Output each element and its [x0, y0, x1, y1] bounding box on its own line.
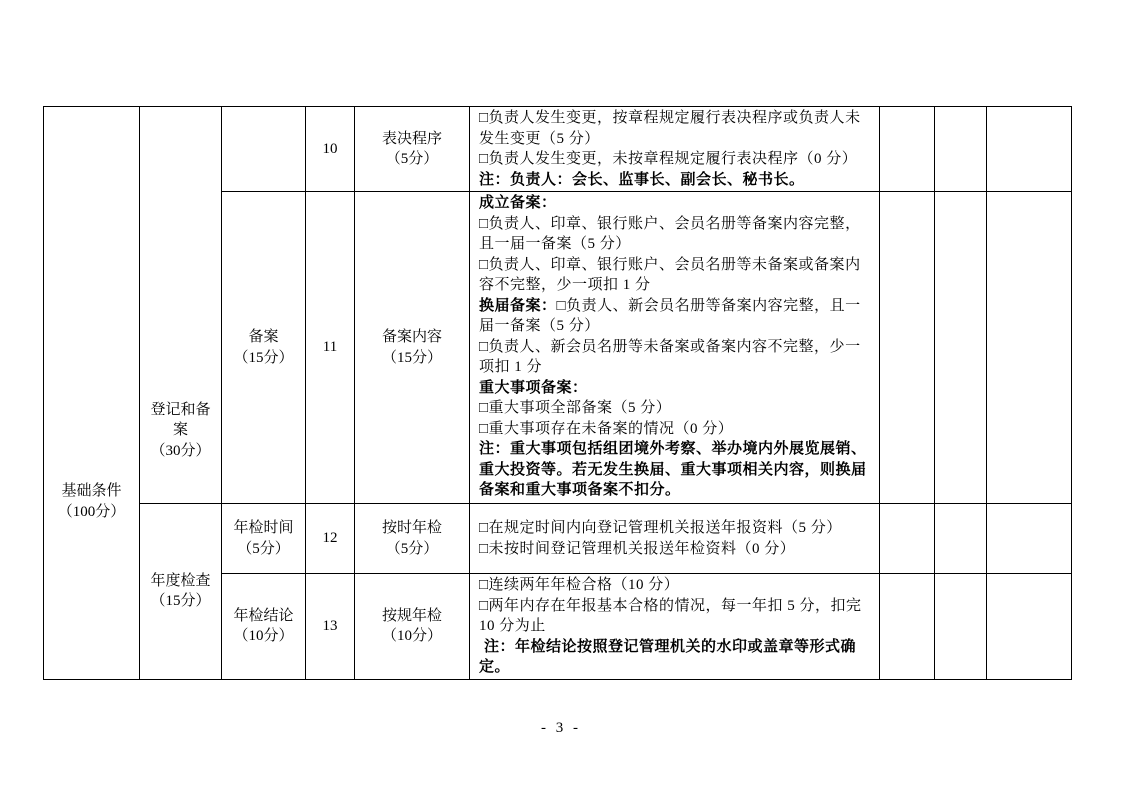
- category-cell: [44, 107, 140, 680]
- checkbox-option: □在规定时间内向登记管理机关报送年报资料（5 分）: [479, 520, 842, 536]
- group-score: （30分）: [150, 442, 211, 459]
- checkbox-option: □重大事项全部备案（5 分）: [479, 400, 672, 416]
- blank-cell: [935, 107, 987, 192]
- note-text: 注：重大事项包括组团境外考察、举办境内外展览展销、重大投资等。若无发生换届、重大事项相关内容，则换届备案和重大事项备案不扣分。: [479, 441, 867, 498]
- blank-cell: [987, 574, 1072, 680]
- checkbox-option: □负责人、新会员名册等未备案或备案内容不完整，少一项扣 1 分: [479, 338, 861, 375]
- group-name: 年度检查: [150, 572, 211, 589]
- blank-cell: [935, 574, 987, 680]
- checkbox-option-text: □负责人、新会员名册等备案内容完整，且一届一备案（5 分）: [479, 297, 861, 334]
- checkbox-option: □重大事项存在未备案的情况（0 分）: [479, 420, 734, 437]
- criterion-score: （15分）: [381, 349, 442, 366]
- row-number: 10: [306, 107, 355, 192]
- row-number: 13: [306, 574, 355, 680]
- criterion-name: 按规年检: [381, 607, 442, 624]
- content-cell: [470, 504, 880, 574]
- category-name: 基础条件: [61, 483, 122, 499]
- blank-cell: [935, 192, 987, 504]
- content-cell: [470, 574, 880, 680]
- section-heading: 重大事项备案：: [479, 379, 588, 396]
- content-cell: [470, 107, 880, 192]
- criterion-score: （5分）: [385, 151, 439, 167]
- item-cell: [222, 504, 306, 574]
- item-score: （15分）: [233, 349, 294, 366]
- table-row: [44, 107, 1072, 192]
- item-cell: [222, 574, 306, 680]
- checkbox-option: □未按时间登记管理机关报送年检资料（0 分）: [479, 540, 796, 557]
- group-score: （15分）: [150, 593, 211, 610]
- checkbox-option: □负责人发生变更，按章程规定履行表决程序或负责人未发生变更（5 分）: [479, 110, 861, 147]
- item-name: 备案: [248, 329, 279, 345]
- blank-cell: [880, 107, 935, 192]
- blank-cell: [935, 504, 987, 574]
- checkbox-option: □两年内存在年报基本合格的情况，每一年扣 5 分，扣完 10 分为止: [479, 597, 862, 634]
- criterion-name: 按时年检: [381, 520, 442, 536]
- criterion-name: 表决程序: [381, 130, 442, 147]
- blank-cell: [987, 504, 1072, 574]
- item-name: 年检结论: [233, 607, 294, 624]
- blank-cell: [987, 107, 1072, 192]
- item-score: （5分）: [237, 540, 290, 557]
- checkbox-option-with-heading: [479, 296, 875, 337]
- criterion-name: 备案内容: [381, 329, 442, 345]
- page-number: - 3 -: [541, 720, 581, 736]
- section-heading: 换届备案：: [479, 297, 557, 314]
- criterion-cell: [355, 574, 470, 680]
- item-name: 年检时间: [233, 520, 294, 536]
- blank-cell: [880, 574, 935, 680]
- criterion-cell: [355, 192, 470, 504]
- content-cell: [470, 192, 880, 504]
- table-row: [44, 504, 1072, 574]
- criterion-score: （10分）: [381, 628, 442, 645]
- row-number: 11: [306, 192, 355, 504]
- blank-cell: [880, 504, 935, 574]
- note-text: 注：负责人：会长、监事长、副会长、秘书长。: [479, 171, 805, 188]
- row-number: 12: [306, 504, 355, 574]
- group-cell-annual: [140, 504, 222, 680]
- checkbox-option: □负责人、印章、银行账户、会员名册等未备案或备案内容不完整，少一项扣 1 分: [479, 256, 861, 293]
- group-name: 登记和备案: [150, 401, 211, 438]
- criterion-cell: [355, 504, 470, 574]
- section-heading: 成立备案：: [479, 195, 557, 211]
- item-cell-empty: [222, 107, 306, 192]
- group-cell-registration: [140, 107, 222, 504]
- criterion-score: （5分）: [385, 540, 439, 557]
- item-score: （10分）: [233, 628, 294, 645]
- item-cell: [222, 192, 306, 504]
- checkbox-option: □负责人发生变更，未按章程规定履行表决程序（0 分）: [479, 151, 858, 167]
- note-text: 注：年检结论按照登记管理机关的水印或盖章等形式确定。: [479, 638, 857, 675]
- evaluation-table: [43, 106, 1072, 680]
- blank-cell: [880, 192, 935, 504]
- criterion-cell: [355, 107, 470, 192]
- blank-cell: [987, 192, 1072, 504]
- category-score: （100分）: [57, 503, 126, 520]
- checkbox-option: □连续两年年检合格（10 分）: [479, 577, 680, 593]
- checkbox-option: □负责人、印章、银行账户、会员名册等备案内容完整，且一届一备案（5 分）: [479, 215, 861, 252]
